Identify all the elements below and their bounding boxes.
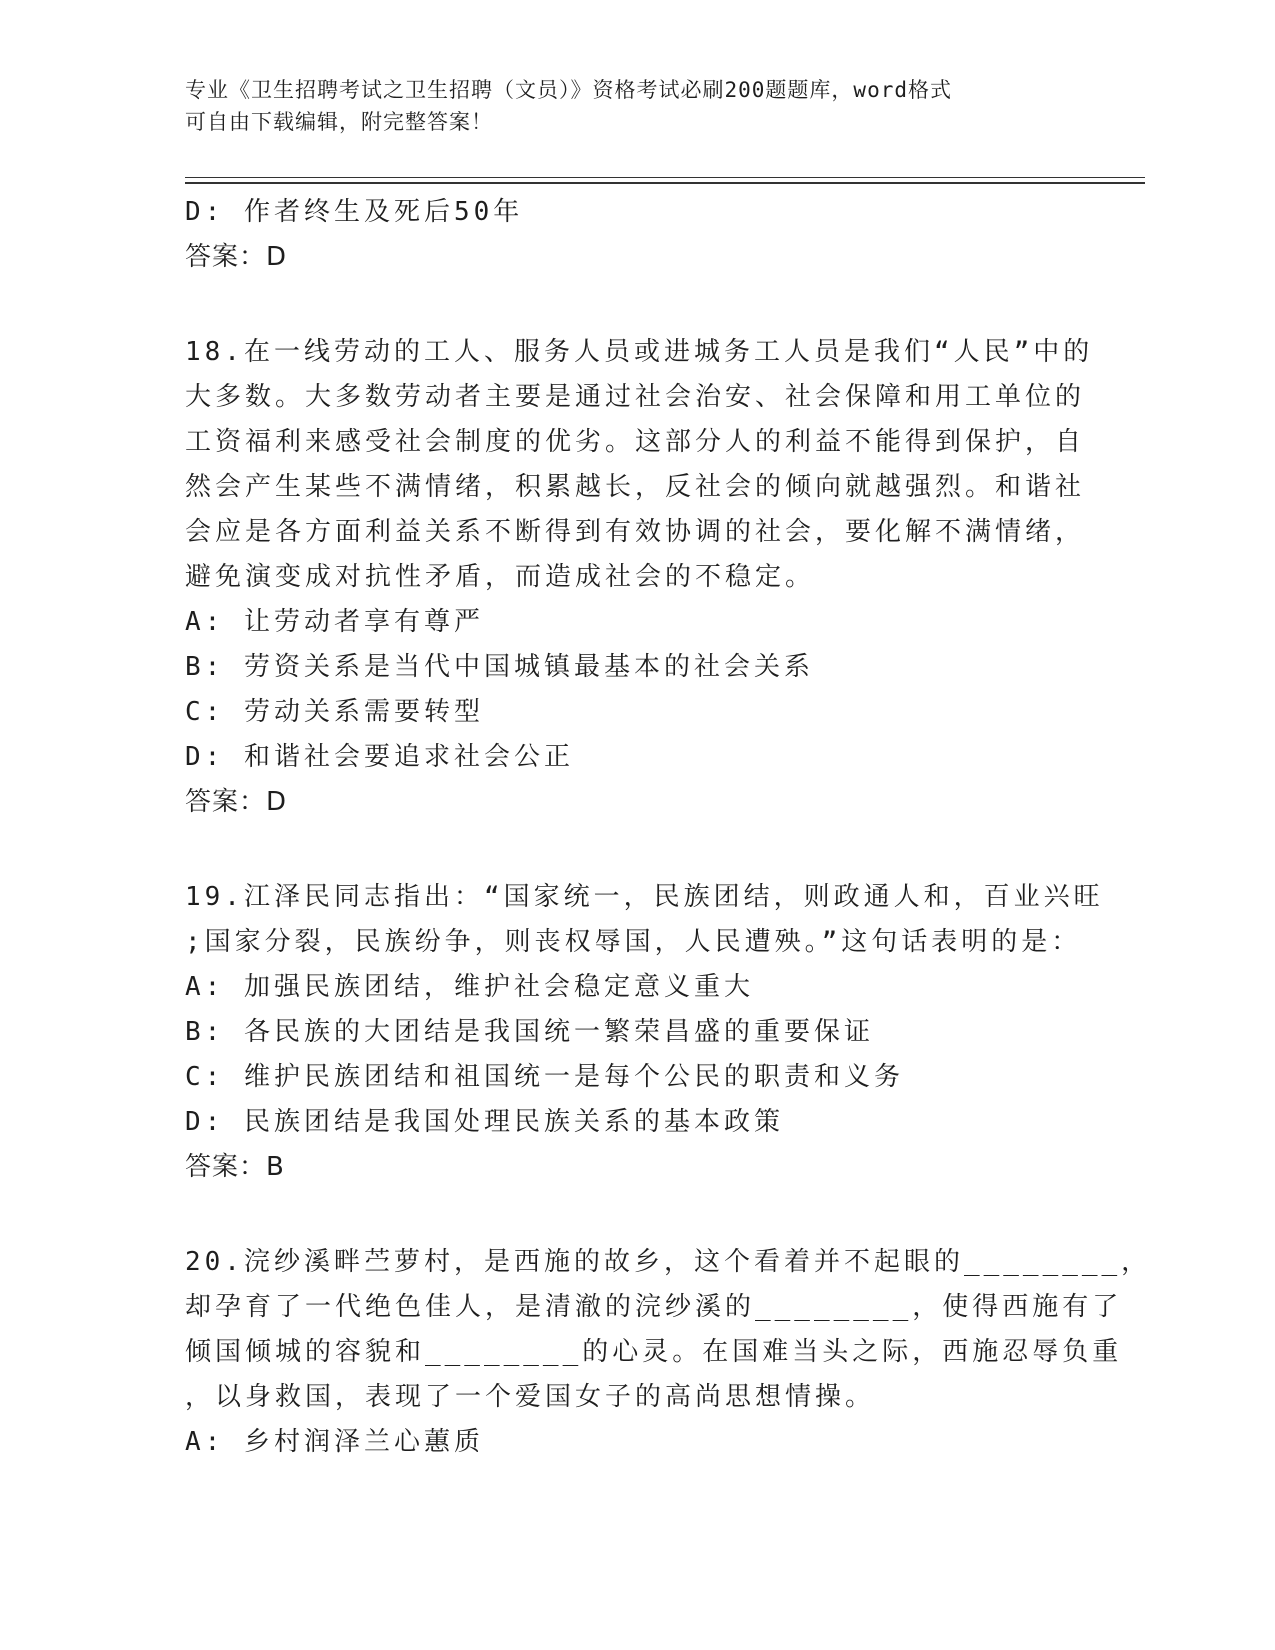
option-a: A: 加强民族团结，维护社会稳定意义重大 [185,972,754,1002]
question-text-line: 20.浣纱溪畔苎萝村，是西施的故乡，这个看着并不起眼的________， [185,1247,1152,1277]
option-d: D: 和谐社会要追求社会公正 [185,742,574,772]
header-divider-thick [185,182,1145,184]
question-text-line: ，以身救国，表现了一个爱国女子的高尚思想情操。 [185,1382,876,1412]
question-text-line: 大多数。大多数劳动者主要是通过社会治安、社会保障和用工单位的 [185,382,1086,412]
option-a: A: 乡村润泽兰心蕙质 [185,1427,484,1457]
option-c: C: 劳动关系需要转型 [185,697,484,727]
question-20 [185,1240,1152,1465]
question-text-line: ;国家分裂，民族纷争，则丧权辱国，人民遭殃。”这句话表明的是： [185,927,1082,957]
question-text-line: 避免演变成对抗性矛盾，而造成社会的不稳定。 [185,562,816,592]
answer: 答案：D [185,787,288,817]
answer: 答案：B [185,1152,285,1182]
header-line-1: 专业《卫生招聘考试之卫生招聘（文员）》资格考试必刷200题题库，word格式 [185,78,952,102]
question-19 [185,875,1104,1190]
document-body [185,190,1152,1465]
header-line-2: 可自由下载编辑，附完整答案！ [185,110,493,134]
question-text-line: 然会产生某些不满情绪，积累越长，反社会的倾向就越强烈。和谐社 [185,472,1086,502]
page-header [185,74,1065,138]
question-18 [185,330,1094,825]
option-a: A: 让劳动者享有尊严 [185,607,484,637]
question-text-line: 19.江泽民同志指出：“国家统一，民族团结，则政通人和，百业兴旺 [185,882,1104,912]
question-text-line: 工资福利来感受社会制度的优劣。这部分人的利益不能得到保护，自 [185,427,1086,457]
question-text-line: 会应是各方面利益关系不断得到有效协调的社会，要化解不满情绪， [185,517,1086,547]
option-c: C: 维护民族团结和祖国统一是每个公民的职责和义务 [185,1062,904,1092]
answer: 答案：D [185,242,288,272]
option-b: B: 劳资关系是当代中国城镇最基本的社会关系 [185,652,814,682]
question-text-line: 却孕育了一代绝色佳人，是清澈的浣纱溪的________，使得西施有了 [185,1292,1123,1322]
header-divider-thin [185,177,1145,178]
question-text-line: 18.在一线劳动的工人、服务人员或进城务工人员是我们“人民”中的 [185,337,1094,367]
option-b: B: 各民族的大团结是我国统一繁荣昌盛的重要保证 [185,1017,874,1047]
option-d: D: 作者终生及死后50年 [185,197,524,227]
question-text-line: 倾国倾城的容貌和________的心灵。在国难当头之际，西施忍辱负重 [185,1337,1123,1367]
option-d: D: 民族团结是我国处理民族关系的基本政策 [185,1107,784,1137]
